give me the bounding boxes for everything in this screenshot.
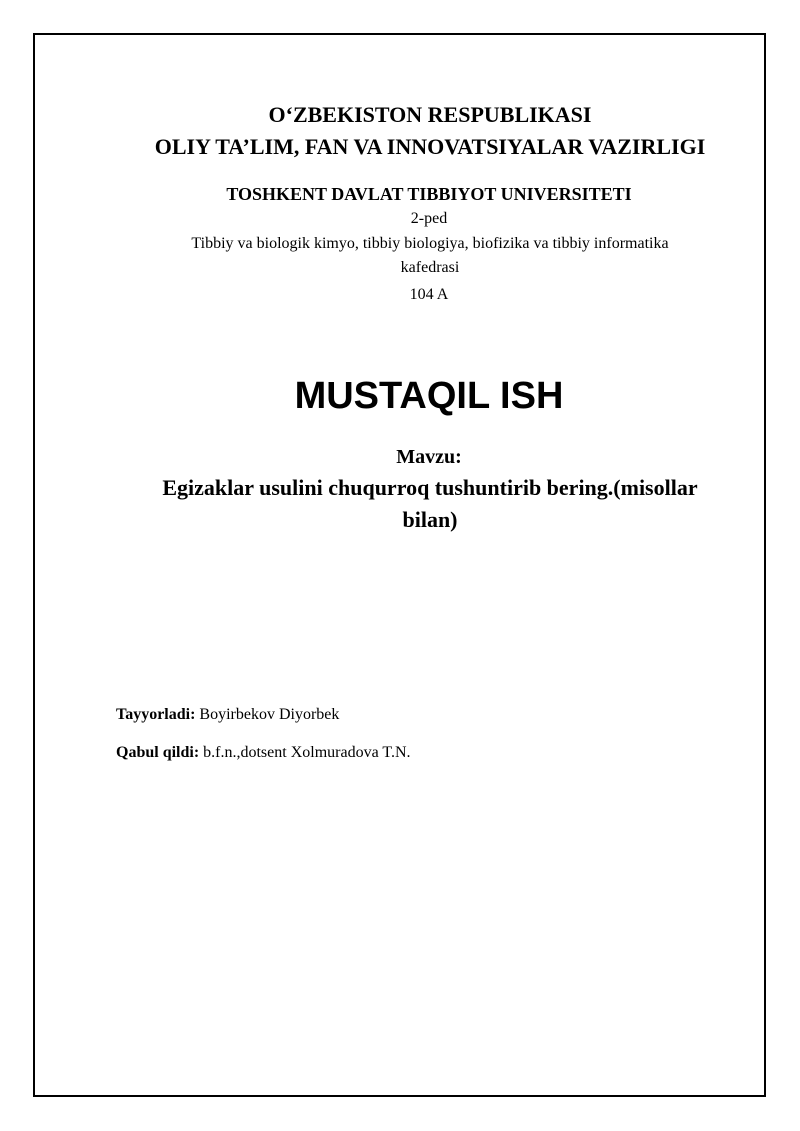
department-line-1: Tibbiy va biologik kimyo, tibbiy biologiya, biofizika va tibbiy informatika	[191, 235, 669, 252]
prepared-value: Boyirbekov Diyorbek	[195, 706, 340, 723]
prepared-label: Tayyorladi:	[116, 706, 196, 723]
group-code: 2-ped	[410, 210, 448, 227]
topic-text	[120, 472, 740, 536]
ministry-line: OLIY TA’LIM, FAN VA INNOVATSIYALAR VAZIRLIGI	[154, 134, 706, 159]
ministry-header	[60, 99, 800, 163]
topic-label: Mavzu:	[396, 446, 462, 468]
document-title: MUSTAQIL ISH	[294, 375, 564, 417]
university-name: TOSHKENT DAVLAT TIBBIYOT UNIVERSITETI	[226, 184, 632, 204]
department-name	[130, 232, 730, 280]
accepted-label: Qabul qildi:	[116, 744, 200, 761]
topic-line-1: Egizaklar usulini chuqurroq tushuntirib bering.(misollar	[162, 475, 698, 500]
accepted-value: b.f.n.,dotsent Xolmuradova T.N.	[199, 744, 411, 761]
room-number: 104 A	[409, 286, 449, 303]
country-line: O‘ZBEKISTON RESPUBLIKASI	[268, 102, 592, 127]
accepted-by	[116, 742, 411, 764]
department-line-2: kafedrasi	[400, 259, 460, 276]
topic-line-2: bilan)	[402, 507, 458, 532]
prepared-by	[116, 704, 339, 726]
